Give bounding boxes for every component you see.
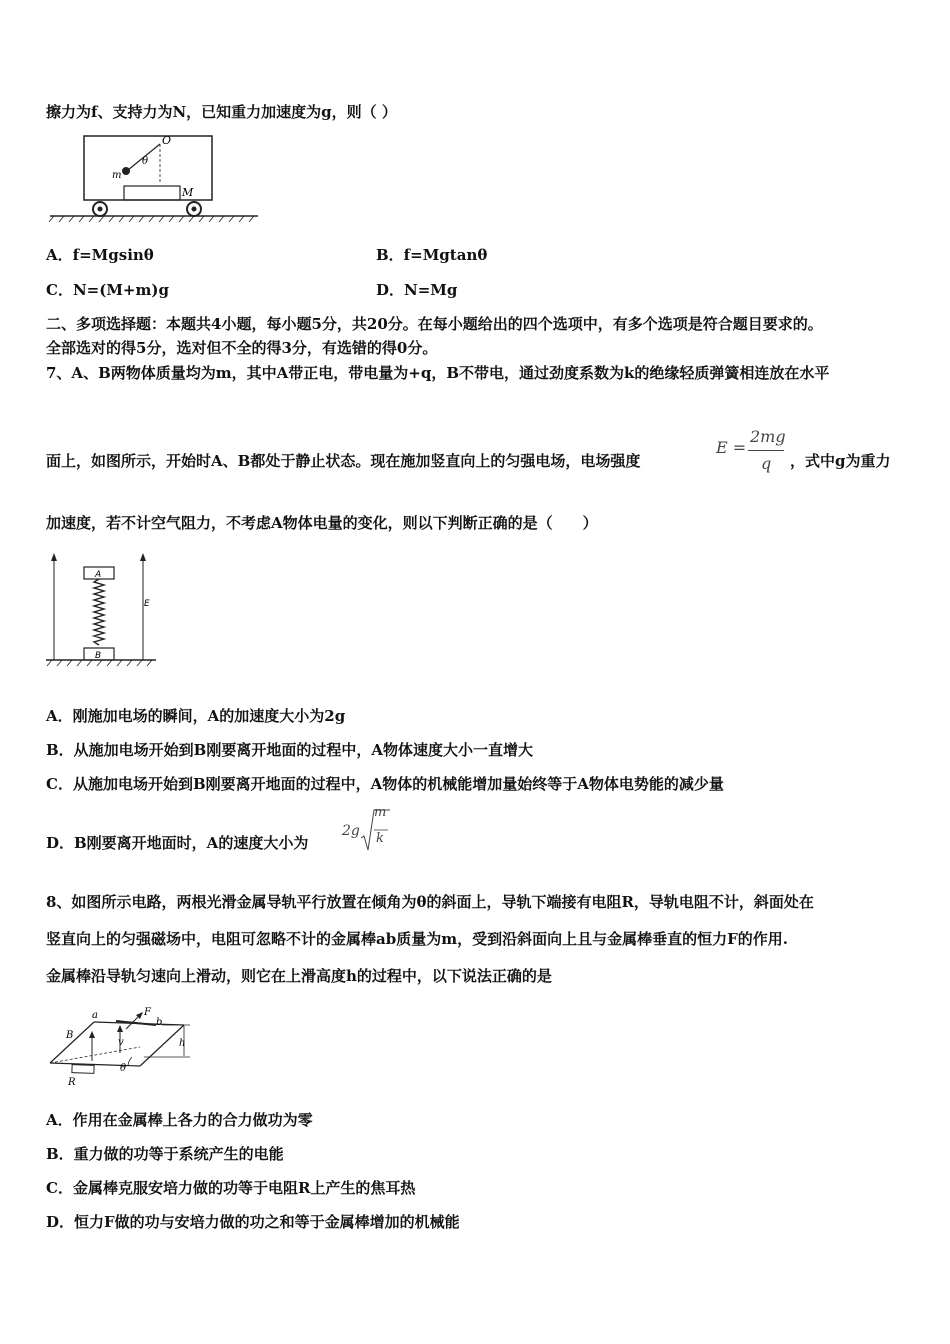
q8-option-b[interactable]: B．重力做的功等于系统产生的电能 [46,1145,284,1163]
q6-cart-figure [46,130,262,222]
label-b: b [156,1017,163,1028]
q6-option-a[interactable]: A．f=Mgsinθ [46,246,154,264]
label-h: h [179,1038,186,1049]
angle-arc [128,1057,132,1066]
section2-header-line2: 全部选对的得5分，选对但不全的得3分，有选错的得0分。 [46,339,438,357]
q8-option-c[interactable]: C．金属棒克服安培力做的功等于电阻R上产生的焦耳热 [46,1179,416,1197]
label-O: O [162,134,172,147]
resistor-R [72,1065,94,1074]
label-F: F [144,1007,151,1018]
spring [94,579,104,645]
q7-stem-line2b: ，式中g为重力 [790,452,891,470]
q7-option-d[interactable]: D．B刚要离开地面时，A的速度大小为 [46,834,309,852]
label-M: M [182,186,194,199]
ground-hatch [49,216,254,222]
label-B: B [66,1030,74,1041]
q6-option-c[interactable]: C．N=(M+m)g [46,281,169,299]
q7-spring-figure [44,550,160,670]
q6-option-b[interactable]: B．f=Mgtanθ [376,246,488,264]
q8-stem-line3: 金属棒沿导轨匀速向上滑动，则它在上滑高度h的过程中，以下说法正确的是 [46,967,552,985]
label-m: m [112,170,122,181]
q7-option-c[interactable]: C．从施加电场开始到B刚要离开地面的过程中，A物体的机械能增加量始终等于A物体电势能的减少量 [46,775,724,793]
q8-stem-line1: 8、如图所示电路，两根光滑金属导轨平行放置在倾角为θ的斜面上，导轨下端接有电阻R，导轨电阻不计，斜面处在 [46,893,814,911]
pendulum-ball [122,167,130,175]
dashed-base [50,1047,140,1063]
rail-right [140,1025,184,1066]
q8-rail-figure [44,1005,204,1093]
block-M [124,186,180,200]
label-B: B [95,651,102,661]
label-R: R [68,1077,76,1088]
q8-option-a[interactable]: A．作用在金属棒上各力的合力做功为零 [46,1111,313,1129]
q8-option-d[interactable]: D．恒力F做的功与安培力做的功之和等于金属棒增加的机械能 [46,1213,460,1231]
label-a: a [92,1010,98,1021]
q7-option-b[interactable]: B．从施加电场开始到B刚要离开地面的过程中，A物体速度大小一直增大 [46,741,533,759]
q7-stem-line3: 加速度，若不计空气阻力，不考虑A物体电量的变化，则以下判断正确的是（ ） [46,514,598,532]
q7-stem-line2a: 面上，如图所示，开始时A、B都处于静止状态。现在施加竖直向上的匀强电场，电场强度 [46,452,641,470]
label-theta: θ [142,156,149,167]
rail-left [50,1022,94,1063]
q7-stem-line1: 7、A、B两物体质量均为m，其中A带正电，带电量为+q，B不带电，通过劲度系数为k的绝缘轻质弹簧相连放在水平 [46,364,830,382]
label-E: E [144,599,150,609]
label-theta: θ [120,1063,127,1074]
q7-option-a[interactable]: A．刚施加电场的瞬间，A的加速度大小为2g [46,707,346,725]
q8-stem-line2: 竖直向上的匀强磁场中，电阻可忽略不计的金属棒ab质量为m，受到沿斜面向上且与金属棒垂直的恒力F的作用. [46,930,788,948]
label-v: v [118,1037,124,1048]
label-A: A [95,570,102,580]
section2-header-line1: 二、多项选择题：本题共4小题，每小题5分，共20分。在每小题给出的四个选项中，有多个选项是符合题目要求的。 [46,315,823,333]
rail-lower [50,1063,140,1066]
q6-stem: 擦力为f、支持力为N，已知重力加速度为g，则（ ） [46,103,397,121]
q6-option-d[interactable]: D．N=Mg [376,281,458,299]
